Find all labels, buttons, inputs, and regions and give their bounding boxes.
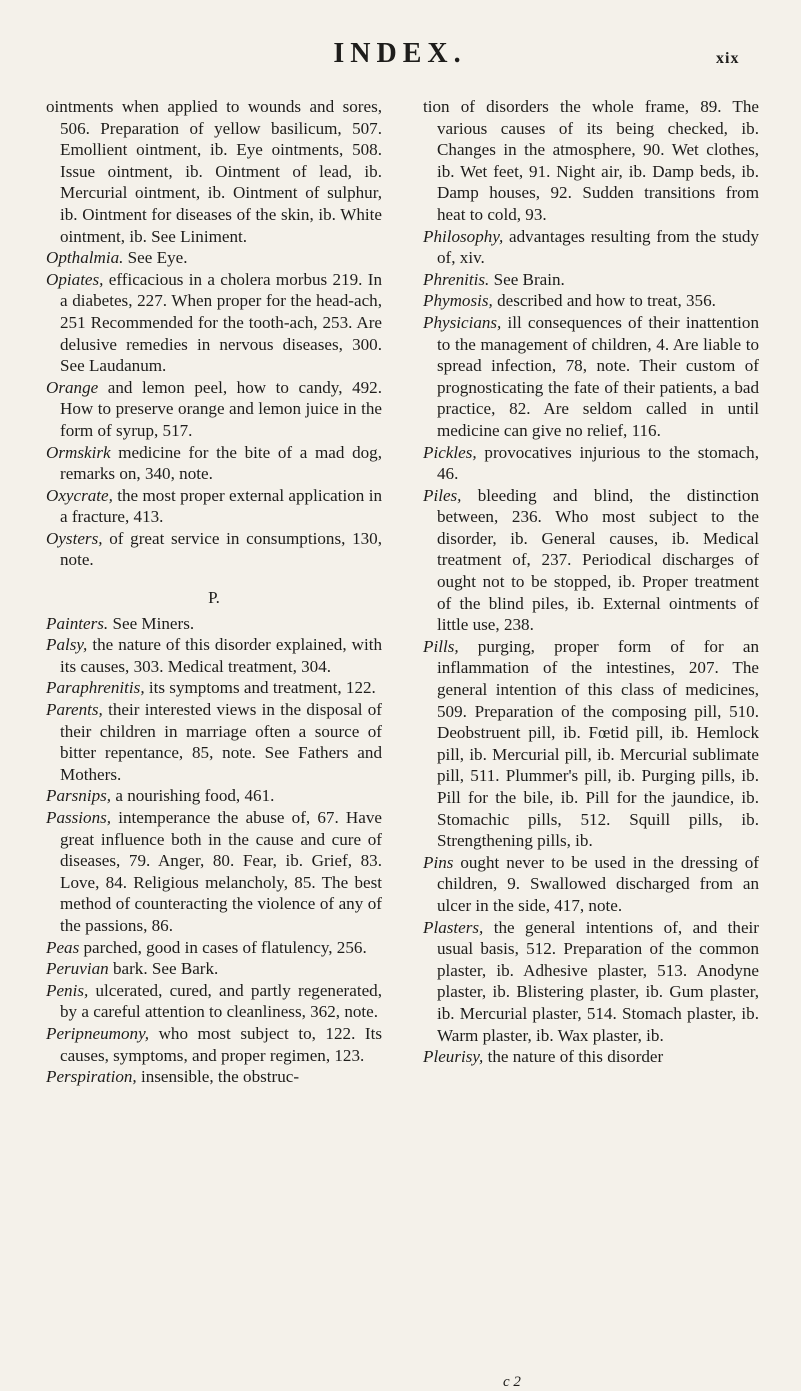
entry-text: parched, good in cases of flatulency, 256. (79, 937, 367, 957)
entry-term: Parents, (46, 700, 103, 720)
entry-term: Opiates, (46, 269, 104, 289)
index-entry (423, 442, 759, 485)
entry-text: efficacious in a cholera morbus 219. In a diabetes, 227. When proper for the head-ach, 251 Recommended for the tooth-ach, 253. Are delusive remedies in nervous diseases, 300. See Laudanum. (60, 269, 382, 376)
index-entry (46, 807, 382, 937)
entry-text: the general intentions of, and their usual basis, 512. Preparation of the common plaster, ib. Adhesive plaster, 513. Anodyne plaster, ib. Blistering plaster, ib. Gum plaster, ib. Mercurial plaster, 514. Stomach plaster, ib. Warm plaster, ib. Wax plaster, ib. (437, 917, 759, 1045)
entry-text: a nourishing food, 461. (111, 786, 275, 806)
index-entry (423, 917, 759, 1047)
index-entry (46, 980, 382, 1023)
index-entry (423, 852, 759, 917)
index-entry (46, 634, 382, 677)
index-entry (423, 96, 759, 226)
entry-term: Physicians, (423, 312, 502, 332)
index-entry (46, 613, 382, 635)
entry-term: Perspiration, (46, 1067, 137, 1087)
entry-text: insensible, the obstruc- (136, 1067, 300, 1087)
index-entry (46, 442, 382, 485)
entry-text: advantages resulting from the study of, xiv. (437, 226, 759, 268)
entry-text: See Brain. (489, 269, 565, 289)
entry-text: the most proper external application in a fracture, 413. (60, 485, 382, 527)
entry-term: Plasters, (423, 917, 484, 937)
entry-text: provocatives injurious to the stomach, 46. (437, 442, 759, 484)
entry-term: Philosophy, (423, 226, 504, 246)
entry-text: purging, proper form of for an inflammation of the intestines, 207. The general intention of this class of medicines, 509. Preparation of the composing pill, 510. Deobstruent pill, ib. Fœtid pill, ib. Hemlock pill, ib. Mercurial pill, ib. Mercurial sublimate pill, 511. Plummer's pill, ib. Purging pills, ib. Pill for the bile, ib. Pill for the jaundice, ib. Stomachic pills, 512. Squill pills, ib. Strengthening pills, ib. (437, 636, 759, 851)
entry-text: ointments when applied to wounds and sores, 506. Preparation of yellow basilicum, 507. Emollient ointment, ib. Eye ointments, 508. Issue ointment, ib. Ointment of lead, ib. Mercurial ointment, ib. Ointment of sulphur, ib. Ointment for diseases of the skin, ib. White ointment, ib. See Liniment. (46, 97, 382, 246)
index-entry (423, 226, 759, 269)
index-entry (46, 1023, 382, 1066)
entry-text: See Miners. (108, 613, 195, 633)
entry-text: and lemon peel, how to candy, 492. How to preserve orange and lemon juice in the form of syrup, 517. (60, 377, 382, 440)
entry-term: Phymosis, (423, 291, 493, 311)
index-entry (46, 958, 382, 980)
entry-term: Pins (423, 852, 454, 872)
entry-term: Peruvian (46, 959, 109, 979)
entry-text: its symptoms and treatment, 122. (144, 678, 376, 698)
entry-term: Palsy, (46, 635, 88, 655)
entry-text: ulcerated, cured, and partly regenerated, by a careful attention to cleanliness, 362, note. (60, 980, 382, 1022)
entry-term: Orange (46, 377, 99, 397)
entry-term: Peripneumony, (46, 1023, 150, 1043)
entry-text: the nature of this disorder (483, 1047, 664, 1067)
index-entry (46, 247, 382, 269)
entry-text: of great service in consumptions, 130, note. (60, 528, 382, 570)
right-column (423, 96, 759, 1068)
index-entry (46, 485, 382, 528)
entry-term: Paraphrenitis, (46, 678, 145, 698)
entry-term: Pickles, (423, 442, 477, 462)
index-entry (46, 269, 382, 377)
entry-term: Piles, (423, 485, 462, 505)
entry-text: See Eye. (123, 248, 188, 268)
index-entry (46, 937, 382, 959)
entry-text: tion of disorders the whole frame, 89. The various causes of its being checked, ib. Changes in the atmosphere, 90. Wet clothes, ib. Wet feet, 91. Night air, ib. Damp beds, ib. Damp houses, 92. Sudden transitions from heat to cold, 93. (423, 97, 759, 224)
index-entry (423, 312, 759, 442)
entry-text: bleeding and blind, the distinction between, 236. Who most subject to the disorder, ib. General causes, ib. Medical treatment of, 237. Periodical discharges of ought not to be stopped, ib. Proper treatment of the blind piles, ib. External ointments of little use, 238. (437, 485, 759, 635)
page-title: INDEX. (333, 38, 467, 69)
index-entry (423, 290, 759, 312)
index-entry (46, 677, 382, 699)
section-heading: P. (208, 588, 220, 608)
index-entry (46, 785, 382, 807)
index-entry (46, 528, 382, 571)
entry-term: Ormskirk (46, 442, 111, 462)
entry-text: their interested views in the disposal of their children in marriage often a source of bitter repentance, 85, note. See Fathers and Mothers. (60, 700, 382, 784)
index-entry (46, 96, 382, 247)
left-column (46, 96, 382, 1088)
entry-text: ill consequences of their inattention to the management of children, 4. Are liable to spread infection, 78, note. Their custom of prognosticating the fate of their patients, a bad practice, 82. Are seldom called in until medicine can give no relief, 116. (437, 312, 759, 440)
entry-term: Pleurisy, (423, 1047, 484, 1067)
entry-term: Phrenitis. (423, 269, 490, 289)
index-entry (46, 377, 382, 442)
index-entry (423, 1046, 759, 1068)
index-entry (46, 1066, 382, 1088)
entry-text: described and how to treat, 356. (492, 291, 716, 311)
entry-text: ought never to be used in the dressing of children, 9. Swallowed discharged from an ulcer in the side, 417, note. (437, 852, 759, 915)
signature-mark: c 2 (503, 1374, 521, 1390)
entry-term: Painters. (46, 613, 109, 633)
entry-text: bark. See Bark. (108, 959, 219, 979)
index-entry (423, 485, 759, 636)
entry-text: medicine for the bite of a mad dog, remarks on, 340, note. (60, 442, 382, 484)
index-entry (423, 636, 759, 852)
entry-term: Pills, (423, 636, 459, 656)
entry-term: Peas (46, 937, 80, 957)
entry-text: who most subject to, 122. Its causes, symptoms, and proper regimen, 123. (60, 1023, 382, 1065)
entry-term: Passions, (46, 808, 112, 827)
entry-term: Oysters, (46, 528, 103, 548)
page-number: xix (716, 50, 740, 67)
entry-term: Penis, (46, 980, 89, 1000)
entry-text: intemperance the abuse of, 67. Have great influence both in the cause and cure of diseases, 79. Anger, 80. Fear, ib. Grief, 83. Love, 84. Religious melancholy, 85. The best method of counteracting the violence of any of the passions, 86. (60, 808, 382, 935)
index-entry (423, 269, 759, 291)
entry-term: Opthalmia. (46, 248, 124, 268)
entry-term: Oxycrate, (46, 485, 113, 505)
index-entry (46, 699, 382, 785)
entry-term: Parsnips, (46, 786, 112, 806)
entry-text: the nature of this disorder explained, with its causes, 303. Medical treatment, 304. (60, 635, 382, 676)
